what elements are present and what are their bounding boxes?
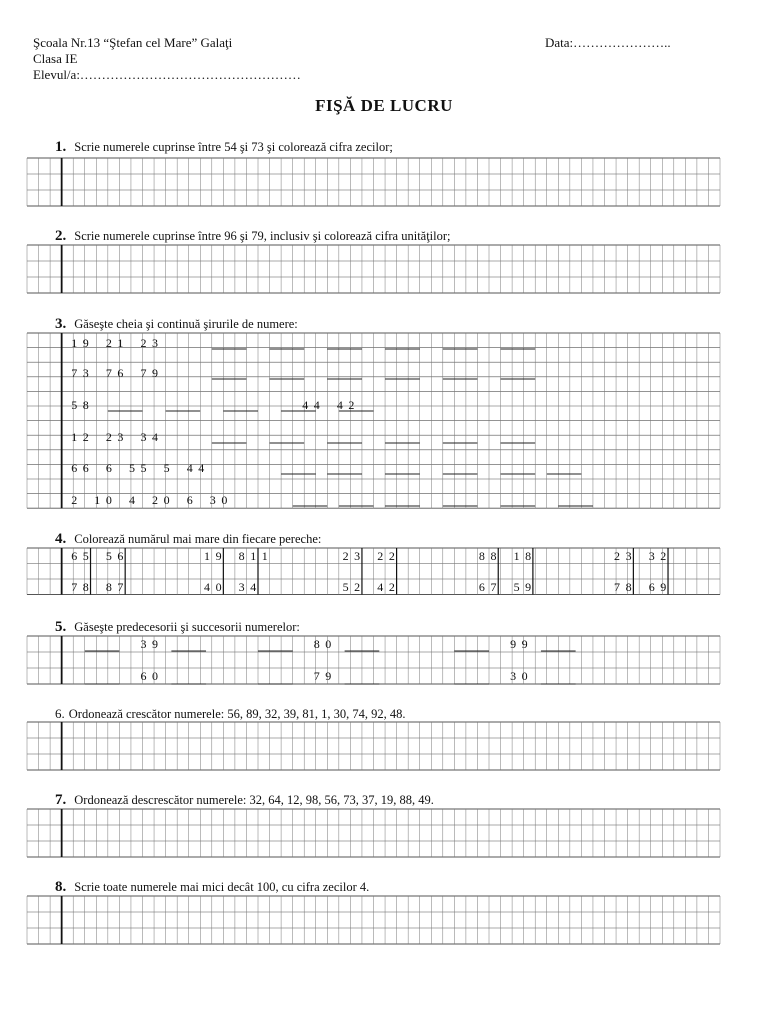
sequence-digit: 5: [71, 398, 78, 412]
pair-digit: 5: [342, 580, 349, 594]
page-title: FIŞĂ DE LUCRU: [315, 96, 453, 115]
exercise-6-title: 6. Ordonează crescător numerele: 56, 89, 32, 39, 81, 1, 30, 74, 92, 48.: [55, 706, 406, 721]
sequence-digit: 9: [152, 366, 159, 380]
exercise-8-grid: [27, 896, 720, 944]
sequence-digit: 3: [209, 493, 216, 507]
pair-digit: 3: [648, 549, 655, 563]
number-digit: 6: [140, 669, 147, 683]
exercise-4-title: 4. Colorează numărul mai mare din fiecare pereche:: [55, 531, 322, 547]
pair-digit: 7: [117, 580, 124, 594]
pair-digit: 8: [105, 580, 112, 594]
number-digit: 0: [521, 669, 528, 683]
pair-digit: 5: [82, 549, 89, 563]
pair-digit: 6: [478, 580, 485, 594]
pair-digit: 8: [82, 580, 89, 594]
sequence-digit: 3: [140, 430, 147, 444]
pair-digit: 1: [204, 549, 211, 563]
pair-digit: 9: [525, 580, 532, 594]
pair-digit: 8: [238, 549, 245, 563]
sequence-digit: 6: [105, 461, 112, 475]
number-digit: 7: [313, 669, 320, 683]
sequence-digit: 2: [105, 336, 112, 350]
pair-digit: 8: [625, 580, 632, 594]
pair-digit: 3: [354, 549, 361, 563]
pair-digit: 8: [490, 549, 497, 563]
pair-digit: 1: [250, 549, 257, 563]
pair-digit: 6: [71, 549, 78, 563]
exercise-3-title: 3. Găseşte cheia şi continuă şirurile de numere:: [55, 316, 298, 332]
sequence-digit: 7: [71, 366, 78, 380]
exercise-8-title: 8. Scrie toate numerele mai mici decât 100, cu cifra zecilor 4.: [55, 879, 370, 895]
pair-digit: 2: [660, 549, 667, 563]
exercise-1-grid: [27, 158, 720, 206]
pair-digit: 7: [71, 580, 78, 594]
pair-digit: 4: [250, 580, 257, 594]
exercise-3-grid: [27, 333, 720, 508]
sequence-digit: 1: [94, 493, 101, 507]
sequence-digit: 8: [82, 398, 89, 412]
exercise-5-title: 5. Găseşte predecesorii şi succesorii numerelor:: [55, 619, 300, 635]
pair-digit: 3: [238, 580, 245, 594]
sequence-digit: 3: [82, 366, 89, 380]
sequence-digit: 4: [128, 493, 135, 507]
sequence-digit: 4: [198, 461, 205, 475]
sequence-digit: 0: [221, 493, 228, 507]
pair-digit: 8: [478, 549, 485, 563]
number-digit: 0: [152, 669, 159, 683]
sequence-digit: 3: [152, 336, 159, 350]
pair-digit: 3: [625, 549, 632, 563]
pair-digit: 2: [354, 580, 361, 594]
pair-digit: 6: [117, 549, 124, 563]
pair-digit: 2: [342, 549, 349, 563]
exercise-1-title: 1. Scrie numerele cuprinse între 54 şi 73 şi colorează cifra zecilor;: [55, 139, 393, 155]
exercise-2-grid: [27, 245, 720, 293]
sequence-digit: 5: [163, 461, 170, 475]
sequence-digit: 2: [152, 493, 159, 507]
pair-digit: 9: [660, 580, 667, 594]
number-digit: 9: [510, 637, 517, 651]
pair-digit: 0: [215, 580, 222, 594]
number-digit: 9: [325, 669, 332, 683]
number-digit: 8: [313, 637, 320, 651]
date-field: Data:…………………..: [545, 35, 671, 50]
number-digit: 9: [152, 637, 159, 651]
pair-digit: 2: [614, 549, 621, 563]
sequence-digit: 6: [117, 366, 124, 380]
pair-digit: 4: [377, 580, 384, 594]
pair-digit: 9: [215, 549, 222, 563]
sequence-digit: 6: [186, 493, 193, 507]
class-label: Clasa IE: [33, 51, 78, 66]
sequence-digit: 2: [140, 336, 147, 350]
sequence-digit: 2: [71, 493, 78, 507]
sequence-digit: 4: [186, 461, 193, 475]
sequence-digit: 1: [71, 336, 78, 350]
sequence-digit: 1: [117, 336, 124, 350]
pair-digit: 7: [614, 580, 621, 594]
sequence-digit: 0: [163, 493, 170, 507]
pair-digit: 5: [105, 549, 112, 563]
sequence-digit: 7: [140, 366, 147, 380]
pair-digit: 1: [513, 549, 520, 563]
pair-digit: 2: [388, 580, 395, 594]
sequence-digit: 4: [336, 398, 343, 412]
sequence-digit: 3: [117, 430, 124, 444]
sequence-digit: 7: [105, 366, 112, 380]
exercise-6-grid: [27, 722, 720, 770]
number-digit: 3: [510, 669, 517, 683]
pair-digit: 2: [377, 549, 384, 563]
student-name-field: Elevul/a:……………………………………………: [33, 67, 301, 82]
sequence-digit: 2: [105, 430, 112, 444]
exercise-2-title: 2. Scrie numerele cuprinse între 96 şi 79, inclusiv şi colorează cifra unităţilor;: [55, 228, 451, 244]
school-name: Şcoala Nr.13 “Ştefan cel Mare” Galaţi: [33, 35, 233, 50]
sequence-digit: 9: [82, 336, 89, 350]
pair-digit: 8: [525, 549, 532, 563]
number-digit: 0: [325, 637, 332, 651]
pair-digit: 5: [513, 580, 520, 594]
sequence-digit: 6: [71, 461, 78, 475]
pair-digit: 1: [261, 549, 268, 563]
sequence-digit: 4: [302, 398, 309, 412]
exercise-5-grid: [27, 636, 720, 684]
sequence-digit: 5: [128, 461, 135, 475]
pair-digit: 4: [204, 580, 211, 594]
sequence-digit: 1: [71, 430, 78, 444]
sequence-digit: 5: [140, 461, 147, 475]
sequence-digit: 0: [105, 493, 112, 507]
exercise-7-title: 7. Ordonează descrescător numerele: 32, 64, 12, 98, 56, 73, 37, 19, 88, 49.: [55, 792, 434, 808]
sequence-digit: 4: [313, 398, 320, 412]
sequence-digit: 6: [82, 461, 89, 475]
sequence-digit: 2: [82, 430, 89, 444]
exercise-7-grid: [27, 809, 720, 857]
pair-digit: 7: [490, 580, 497, 594]
number-digit: 3: [140, 637, 147, 651]
sequence-digit: 4: [152, 430, 159, 444]
pair-digit: 2: [388, 549, 395, 563]
pair-digit: 6: [648, 580, 655, 594]
sequence-digit: 2: [348, 398, 355, 412]
number-digit: 9: [521, 637, 528, 651]
